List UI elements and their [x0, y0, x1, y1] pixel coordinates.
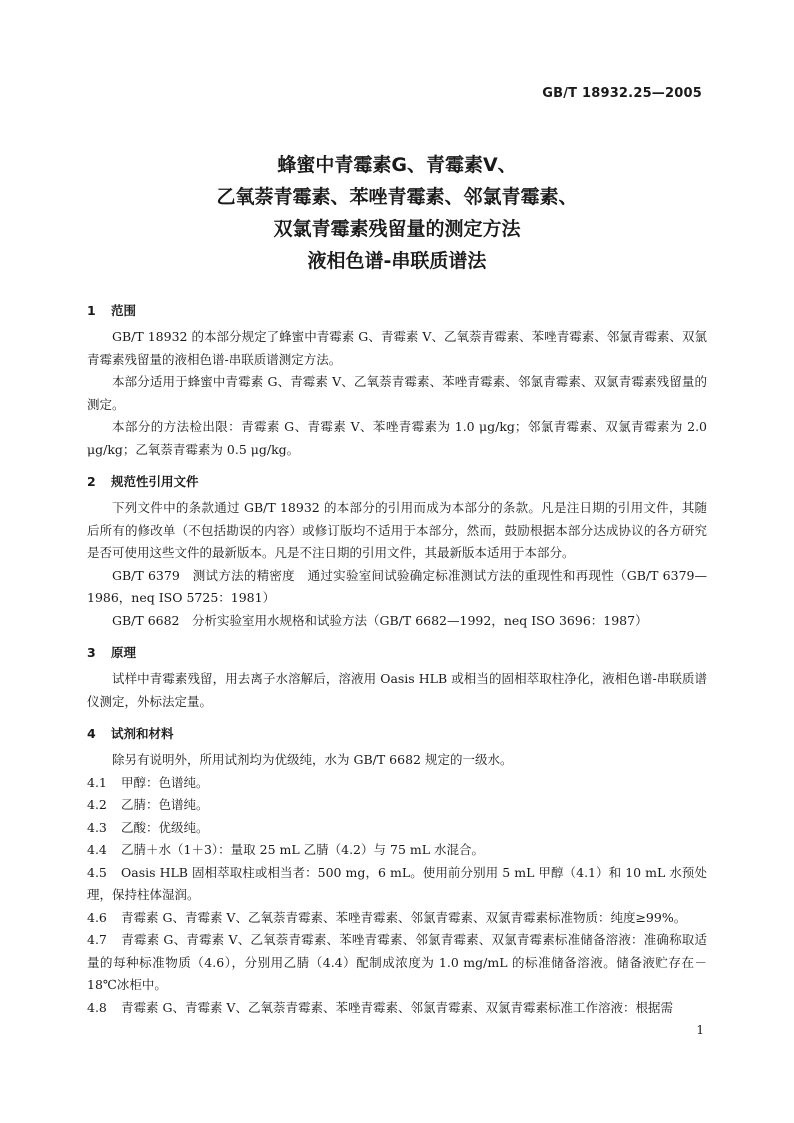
paragraph: GB/T 18932 的本部分规定了蜂蜜中青霉素 G、青霉素 V、乙氧萘青霉素、苯唑青霉素、邻氯青霉素、双氯青霉素残留量的液相色谱-串联质谱测定方法。: [87, 329, 707, 367]
title-line: 液相色谱-串联质谱法: [307, 250, 487, 272]
paragraph: 本部分适用于蜂蜜中青霉素 G、青霉素 V、乙氧萘青霉素、苯唑青霉素、邻氯青霉素、双氯青霉素残留量的测定。: [87, 374, 707, 412]
paragraph: 试样中青霉素残留，用去离子水溶解后，溶液用 Oasis HLB 或相当的固相萃取柱净化，液相色谱-串联质谱仪测定，外标法定量。: [87, 671, 707, 709]
list-item: [87, 817, 707, 840]
item-text: 甲醇：色谱纯。: [121, 774, 209, 790]
item-number: 4.5: [87, 864, 107, 880]
item-number: 4.2: [87, 797, 107, 812]
section-number: 3: [87, 645, 96, 660]
item-text: 乙腈＋水（1＋3）：量取 25 mL 乙腈（4.2）与 75 mL 水混合。: [121, 842, 484, 857]
document-title: [0, 149, 794, 277]
paragraph: 下列文件中的条款通过 GB/T 18932 的本部分的引用而成为本部分的条款。凡是注日期的引用文件，其随后所有的修改单（不包括勘误的内容）或修订版均不适用于本部分，然而，鼓励根据本部分达成协议的各方研究是否可使用这些文件的最新版本。凡是不注日期的引用文件，其最新版本适用于本部分。: [87, 500, 707, 560]
list-item: [87, 929, 707, 997]
title-line: 双氯青霉素残留量的测定方法: [273, 218, 521, 240]
paragraph: 除另有说明外，所用试剂均为优级纯，水为 GB/T 6682 规定的一级水。: [112, 752, 513, 767]
item-number: 4.8: [87, 999, 107, 1015]
section-heading-reagents: [87, 723, 707, 745]
item-number: 4.1: [87, 774, 107, 790]
list-item: [87, 839, 707, 862]
item-text: 青霉素 G、青霉素 V、乙氧萘青霉素、苯唑青霉素、邻氯青霉素、双氯青霉素标准储备溶液：准确称取适量的每种标准物质（4.6），分别用乙腈（4.4）配制成浓度为 1.0 mg/mL 的标准储备溶液。储备液贮存在－18℃冰柜中。: [87, 932, 707, 992]
item-text: Oasis HLB 固相萃取柱或相当者：500 mg，6 mL。使用前分别用 5 mL 甲醇（4.1）和 10 mL 水预处理，保持柱体湿润。: [87, 864, 707, 902]
list-item: [87, 907, 707, 930]
standard-number: GB/T 18932.25—2005: [542, 86, 702, 101]
section-title: 规范性引用文件: [111, 474, 199, 489]
item-text: 青霉素 G、青霉素 V、乙氧萘青霉素、苯唑青霉素、邻氯青霉素、双氯青霉素标准物质：纯度≥99%。: [121, 909, 687, 925]
section-heading-normative-references: [87, 471, 707, 493]
item-number: 4.3: [87, 819, 107, 835]
section-title: 试剂和材料: [111, 726, 174, 741]
list-item: [87, 862, 707, 907]
section-number: 1: [87, 303, 96, 318]
title-line: 乙氧萘青霉素、苯唑青霉素、邻氯青霉素、: [216, 186, 578, 208]
item-text: 青霉素 G、青霉素 V、乙氧萘青霉素、苯唑青霉素、邻氯青霉素、双氯青霉素标准工作溶液：根据需: [121, 999, 673, 1015]
list-item: [87, 794, 707, 817]
reference-entry: GB/T 6379 测试方法的精密度 通过实验室间试验确定标准测试方法的重现性和再现性（GB/T 6379—1986，neq ISO 5725：1981）: [87, 567, 707, 605]
paragraph: 本部分的方法检出限：青霉素 G、青霉素 V、苯唑青霉素为 1.0 μg/kg；邻氯青霉素、双氯青霉素为 2.0 μg/kg；乙氧萘青霉素为 0.5 μg/kg。: [87, 419, 707, 457]
section-number: 2: [87, 474, 96, 489]
section-title: 原理: [111, 645, 137, 660]
section-heading-scope: [87, 300, 707, 322]
document-body: [87, 300, 707, 1019]
section-heading-principle: [87, 642, 707, 664]
item-text: 乙酸：优级纯。: [121, 819, 209, 835]
list-item: [87, 997, 707, 1020]
reference-entry: GB/T 6682 分析实验室用水规格和试验方法（GB/T 6682—1992，neq ISO 3696：1987）: [112, 612, 648, 628]
item-text: 乙腈：色谱纯。: [121, 797, 209, 812]
section-title: 范围: [111, 303, 137, 318]
item-number: 4.4: [87, 842, 107, 857]
item-number: 4.6: [87, 909, 107, 925]
list-item: [87, 772, 707, 795]
section-number: 4: [87, 726, 96, 741]
page-number: 1: [696, 1023, 704, 1037]
title-line: 蜂蜜中青霉素G、青霉素V、: [277, 154, 517, 176]
item-number: 4.7: [87, 932, 107, 947]
